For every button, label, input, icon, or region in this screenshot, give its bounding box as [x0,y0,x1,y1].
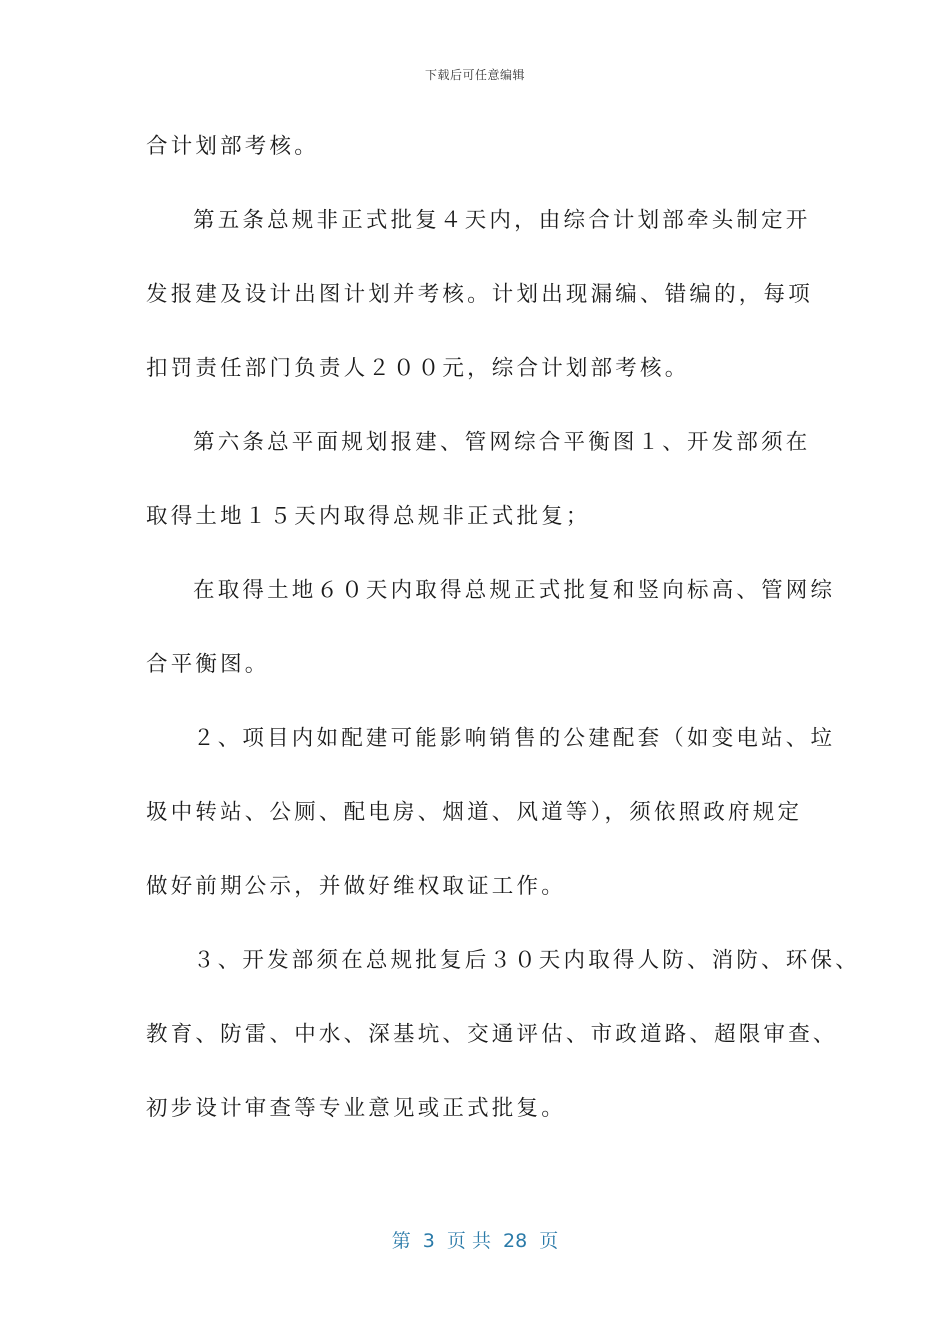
body-line-2: 第五条总规非正式批复４天内，由综合计划部牵头制定开 [193,208,811,233]
body-line-14: 初步设计审查等专业意见或正式批复。 [146,1096,566,1121]
body-line-8: 合平衡图。 [146,652,270,677]
body-line-4: 扣罚责任部门负责人２００元，综合计划部考核。 [146,356,690,381]
body-line-3: 发报建及设计出图计划并考核。计划出现漏编、错编的，每项 [146,282,813,307]
document-body [146,128,860,1164]
header-note: 下载后可任意编辑 [424,68,525,82]
body-line-9: ２、项目内如配建可能影响销售的公建配套（如变电站、垃 [193,726,836,751]
body-line-13: 教育、防雷、中水、深基坑、交通评估、市政道路、超限审查、 [146,1022,838,1047]
body-line-12: ３、开发部须在总规批复后３０天内取得人防、消防、环保、 [193,948,860,973]
body-line-5: 第六条总平面规划报建、管网综合平衡图１、开发部须在 [193,430,811,455]
body-line-6: 取得土地１５天内取得总规非正式批复； [146,504,591,529]
body-line-11: 做好前期公示，并做好维权取证工作。 [146,874,566,899]
body-line-7: 在取得土地６０天内取得总规正式批复和竖向标高、管网综 [193,578,836,603]
body-line-1: 合计划部考核。 [146,134,319,159]
page-number-footer: 第 3 页 共 28 页 [391,1230,559,1252]
body-line-10: 圾中转站、公厕、配电房、烟道、风道等），须依照政府规定 [146,800,803,825]
